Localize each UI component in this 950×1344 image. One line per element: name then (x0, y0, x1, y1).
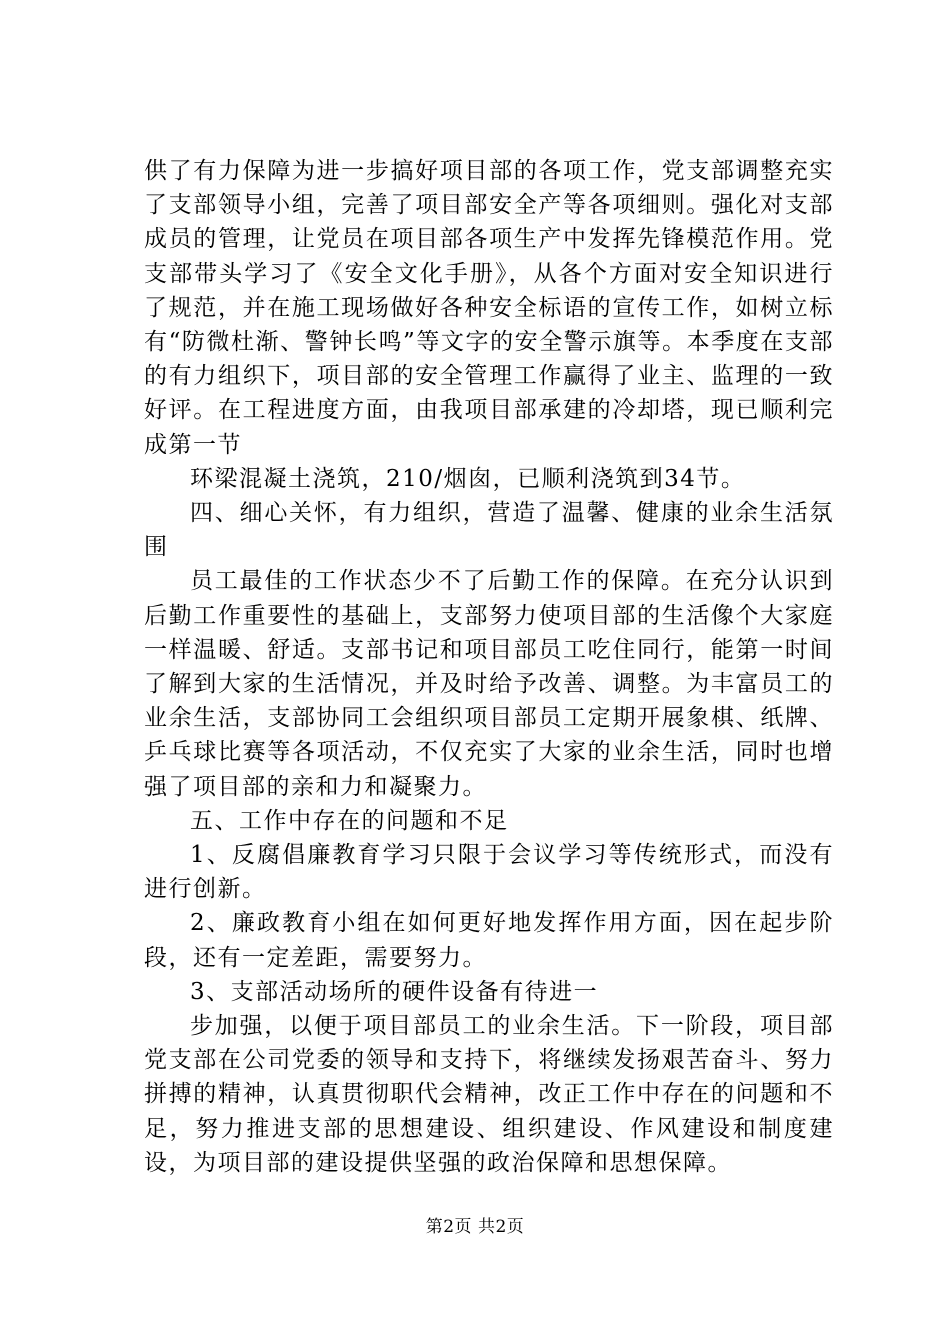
paragraph-safety-work: 供了有力保障为进一步搞好项目部的各项工作，党支部调整充实了支部领导小组，完善了项目部安全产等各项细则。强化对支部成员的管理，让党员在项目部各项生产中发挥先锋模范作用。党支部带头学习了《安全文化手册》，从各个方面对安全知识进行了规范，并在施工现场做好各种安全标语的宣传工作，如树立标有“防微杜渐、警钟长鸣”等文字的安全警示旗等。本季度在支部的有力组织下，项目部的安全管理工作赢得了业主、监理的一致好评。在工程进度方面，由我项目部承建的冷却塔，现已顺利完成第一节 (144, 158, 834, 458)
list-item-problem-3: 3、支部活动场所的硬件设备有待进一 (190, 978, 599, 1005)
document-body (144, 154, 834, 1180)
list-item-problem-1: 1、反腐倡廉教育学习只限于会议学习等传统形式，而没有进行创新。 (144, 842, 834, 903)
list-item-problem-2: 2、廉政教育小组在如何更好地发挥作用方面，因在起步阶段，还有一定差距，需要努力。 (144, 910, 834, 971)
paragraph-next-stage: 步加强，以便于项目部员工的业余生活。下一阶段，项目部党支部在公司党委的领导和支持下，将继续发扬艰苦奋斗、努力拼搏的精神，认真贯彻职代会精神，改正工作中存在的问题和不足，努力推进支部的思想建设、组织建设、作风建设和制度建设，为项目部的建设提供坚强的政治保障和思想保障。 (144, 1013, 834, 1176)
page-number-footer: 第2页 共2页 (425, 1217, 525, 1237)
paragraph-logistics: 员工最佳的工作状态少不了后勤工作的保障。在充分认识到后勤工作重要性的基础上，支部努力使项目部的生活像个大家庭一样温暖、舒适。支部书记和项目部员工吃住同行，能第一时间了解到大家的生活情况，并及时给予改善、调整。为丰富员工的业余生活，支部协同工会组织项目部员工定期开展象棋、纸牌、乒乓球比赛等各项活动，不仅充实了大家的业余生活，同时也增强了项目部的亲和力和凝聚力。 (144, 568, 834, 800)
paragraph-construction-progress: 环梁混凝土浇筑，210/烟囱，已顺利浇筑到34节。 (190, 465, 746, 492)
heading-section-five: 五、工作中存在的问题和不足 (190, 807, 509, 834)
heading-section-four: 四、细心关怀，有力组织，营造了温馨、健康的业余生活氛围 (144, 500, 834, 561)
